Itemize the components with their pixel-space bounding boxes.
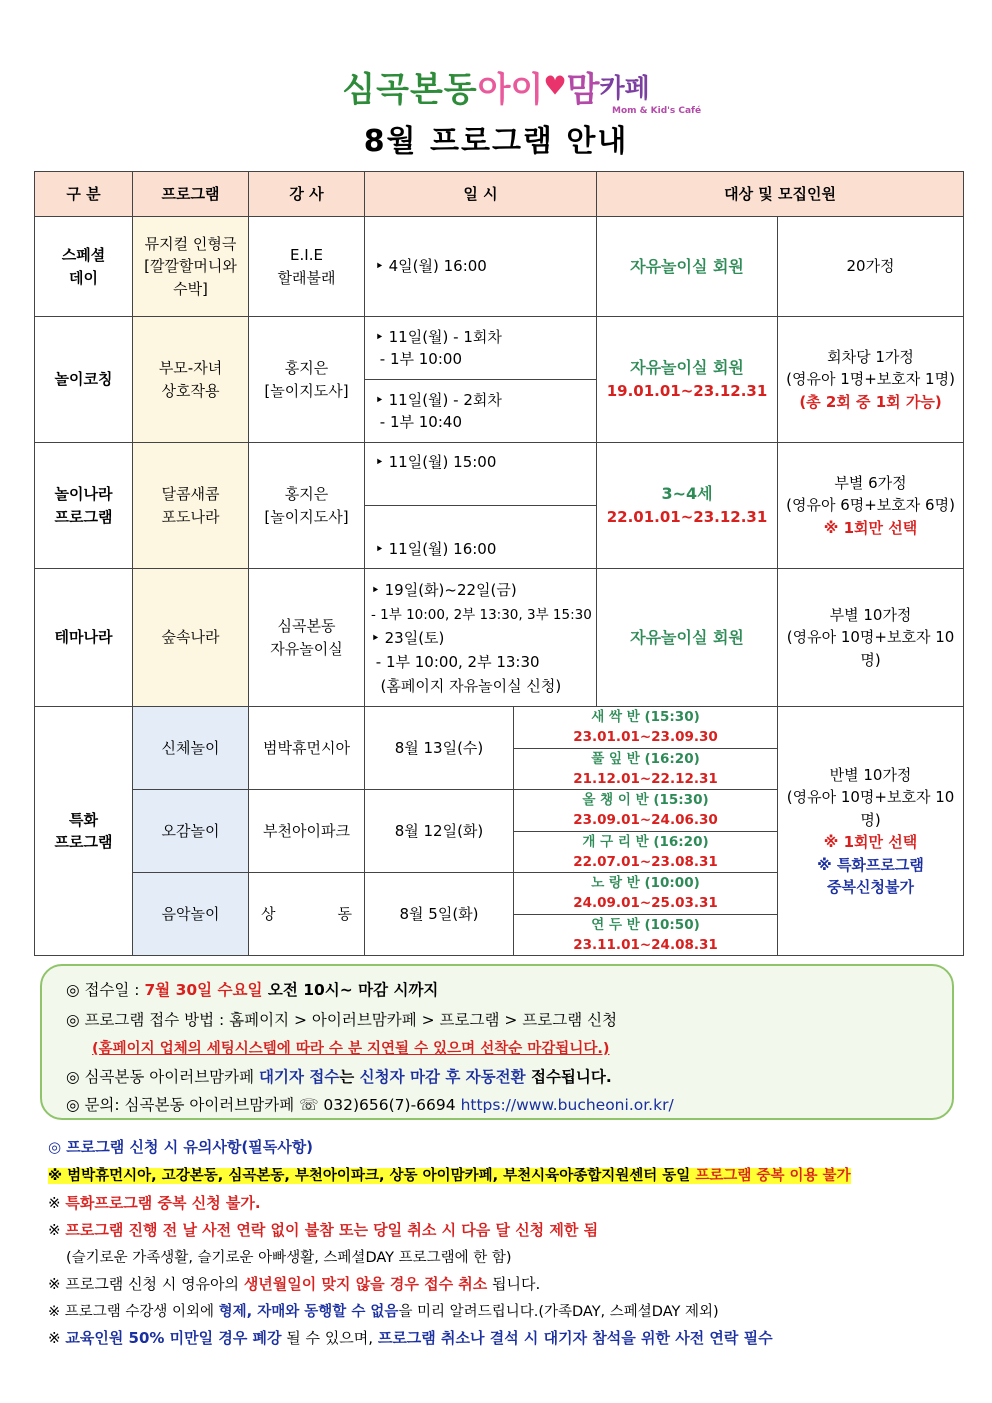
note-item: ※ 교육인원 50% 미만일 경우 폐강 될 수 있으며, 프로그램 취소나 결석 시 대기자 참석을 위한 사전 연락 필수 bbox=[48, 1329, 773, 1347]
table-row bbox=[35, 217, 964, 317]
count-cell: 회차당 1가정 (영유아 1명+보호자 1명) (총 2회 중 1회 가능) bbox=[778, 317, 964, 443]
target-cell: 자유놀이실 회원 19.01.01~23.12.31 bbox=[597, 317, 778, 443]
teacher-cell: 부천아이파크 bbox=[249, 790, 365, 873]
time-cell: ‣ 11일(월) 15:00 bbox=[365, 443, 597, 506]
table-row bbox=[35, 569, 964, 707]
note-item: ※ 특화프로그램 중복 신청 불가. bbox=[48, 1194, 261, 1212]
notes-heading: ◎ 프로그램 신청 시 유의사항(필독사항) bbox=[48, 1138, 314, 1156]
note-item: ※ 프로그램 신청 시 영유아의 생년월일이 맞지 않을 경우 접수 취소 됩니다. bbox=[48, 1275, 541, 1293]
header-program: 프로그램 bbox=[133, 172, 249, 217]
program-table bbox=[34, 171, 964, 956]
date-cell: 8월 13일(수) bbox=[365, 707, 514, 790]
count-cell: 부별 10가정 (영유아 10명+보호자 10명) bbox=[778, 569, 964, 707]
teacher-cell: 범박휴먼시아 bbox=[249, 707, 365, 790]
info-delay-note: (홈페이지 업체의 세팅시스템에 따라 수 분 지연될 수 있으며 선착순 마감됩니다.) bbox=[92, 1041, 610, 1057]
program-cell: 달콤새콤 포도나라 bbox=[133, 443, 249, 569]
page-title: 8월 프로그램 안내 bbox=[363, 124, 629, 159]
header-teacher: 강 사 bbox=[249, 172, 365, 217]
table-header-row bbox=[35, 172, 964, 217]
logo-text-cafe: 카페 bbox=[599, 74, 650, 104]
teacher-cell: 심곡본동 자유놀이실 bbox=[249, 569, 365, 707]
note-item: (슬기로운 가족생활, 슬기로운 아빠생활, 스페셜DAY 프로그램에 한 함) bbox=[66, 1250, 512, 1266]
class-cell: 연 두 반 (10:50) 23.11.01~24.08.31 bbox=[514, 914, 778, 956]
program-cell: 신체놀이 bbox=[133, 707, 249, 790]
table-row bbox=[35, 443, 964, 506]
cafe-logo bbox=[0, 62, 992, 118]
category-cell: 스페셜 데이 bbox=[35, 217, 133, 317]
teacher-cell: E.I.E 할래불래 bbox=[249, 217, 365, 317]
teacher-cell: 홍지은 [놀이지도사] bbox=[249, 317, 365, 443]
header-category: 구 분 bbox=[35, 172, 133, 217]
info-registration-date: ◎ 접수일 : 7월 30일 수요일 오전 10시~ 마감 시까지 bbox=[66, 981, 439, 999]
category-cell: 테마나라 bbox=[35, 569, 133, 707]
program-cell: 뮤지컬 인형극 [깔깔할머니와 수박] bbox=[133, 217, 249, 317]
class-cell: 개 구 리 반 (16:20) 22.07.01~23.08.31 bbox=[514, 831, 778, 873]
logo-text-sim: 심곡본동 bbox=[342, 70, 478, 110]
target-cell: 3~4세 22.01.01~23.12.31 bbox=[597, 443, 778, 569]
heart-icon: ♥ bbox=[543, 71, 567, 102]
class-cell: 노 랑 반 (10:00) 24.09.01~25.03.31 bbox=[514, 873, 778, 915]
date-cell: 8월 5일(화) bbox=[365, 873, 514, 956]
teacher-cell: 홍지은 [놀이지도사] bbox=[249, 443, 365, 569]
count-cell: 반별 10가정 (영유아 10명+보호자 10명) ※ 1회만 선택 ※ 특화프로그램 중복신청불가 bbox=[778, 707, 964, 956]
registration-info-box bbox=[40, 964, 954, 1120]
program-cell: 부모-자녀 상호작용 bbox=[133, 317, 249, 443]
category-cell: 놀이나라 프로그램 bbox=[35, 443, 133, 569]
homepage-link[interactable]: https://www.bucheoni.or.kr/ bbox=[460, 1096, 674, 1114]
header-datetime: 일 시 bbox=[365, 172, 597, 217]
info-contact: ◎ 문의: 심곡본동 아이러브맘카페 ☏ 032)656(7)-6694 https://www.bucheoni.or.kr/ bbox=[66, 1096, 674, 1114]
count-cell: 부별 6가정 (영유아 6명+보호자 6명) ※ 1회만 선택 bbox=[778, 443, 964, 569]
time-cell: ‣ 11일(월) 16:00 bbox=[365, 506, 597, 569]
date-cell: 8월 12일(화) bbox=[365, 790, 514, 873]
note-item: ※ 범박휴먼시아, 고강본동, 심곡본동, 부천아이파크, 상동 아이맘카페, 부천시육아종합지원센터 동일 프로그램 중복 이용 불가 bbox=[48, 1168, 851, 1184]
category-cell: 놀이코칭 bbox=[35, 317, 133, 443]
target-cell: 자유놀이실 회원 bbox=[597, 569, 778, 707]
class-cell: 풀 잎 반 (16:20) 21.12.01~22.12.31 bbox=[514, 748, 778, 790]
count-cell: 20가정 bbox=[778, 217, 964, 317]
time-cell: ‣ 11일(월) - 1회차 - 1부 10:00 bbox=[365, 317, 597, 380]
header-target: 대상 및 모집인원 bbox=[597, 172, 964, 217]
target-cell: 자유놀이실 회원 bbox=[597, 217, 778, 317]
program-cell: 오감놀이 bbox=[133, 790, 249, 873]
class-cell: 올 챙 이 반 (15:30) 23.09.01~24.06.30 bbox=[514, 790, 778, 832]
note-item: ※ 프로그램 수강생 이외에 형제, 자매와 동행할 수 없음을 미리 알려드립니다.(가족DAY, 스페셜DAY 제외) bbox=[48, 1304, 719, 1320]
logo-text-mom: 맘 bbox=[566, 70, 600, 110]
time-cell: ‣ 11일(월) - 2회차 - 1부 10:40 bbox=[365, 380, 597, 443]
info-waitlist: ◎ 심곡본동 아이러브맘카페 대기자 접수는 신청자 마감 후 자동전환 접수됩니다. bbox=[66, 1068, 612, 1086]
logo-text-ai: 아이 bbox=[477, 70, 544, 110]
program-cell: 음악놀이 bbox=[133, 873, 249, 956]
logo-subtitle: Mom & Kid's Café bbox=[612, 106, 702, 116]
note-item: ※ 프로그램 진행 전 날 사전 연락 없이 불참 또는 당일 취소 시 다음 달 신청 제한 됨 bbox=[48, 1221, 599, 1239]
program-cell: 숲속나라 bbox=[133, 569, 249, 707]
category-cell: 특화 프로그램 bbox=[35, 707, 133, 956]
class-cell: 새 싹 반 (15:30) 23.01.01~23.09.30 bbox=[514, 707, 778, 749]
teacher-cell: 상 동 bbox=[249, 873, 365, 956]
time-cell: ‣ 4일(월) 16:00 bbox=[365, 217, 597, 317]
table-row bbox=[35, 707, 964, 749]
info-method: ◎ 프로그램 접수 방법 : 홈페이지 > 아이러브맘카페 > 프로그램 > 프로그램 신청 bbox=[66, 1011, 618, 1029]
time-cell: ‣ 19일(화)~22일(금) - 1부 10:00, 2부 13:30, 3부 15:30 ‣ 23일(토) - 1부 10:00, 2부 13:30 (홈페이지 자유놀이실 신청) bbox=[365, 569, 597, 707]
table-row bbox=[35, 317, 964, 380]
